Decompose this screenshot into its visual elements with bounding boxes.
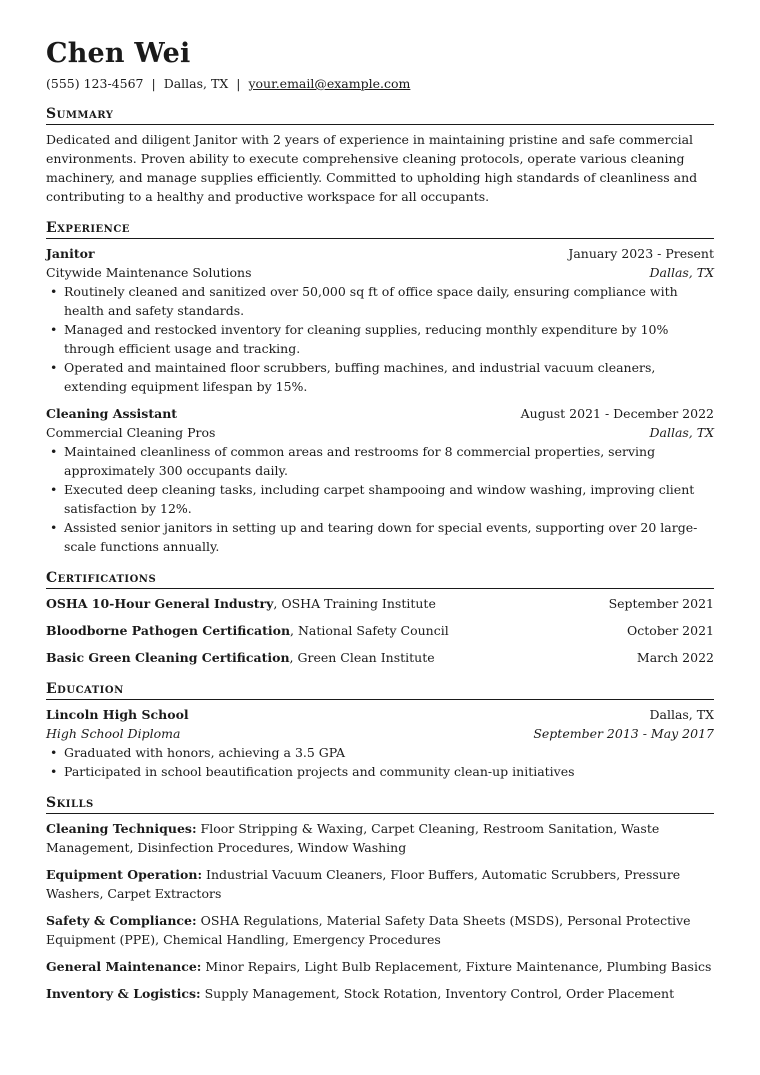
skill-item xyxy=(46,865,714,903)
job-entry xyxy=(46,244,714,396)
section-title-skills: Skills xyxy=(46,794,714,814)
section-title-certifications: Certifications xyxy=(46,569,714,589)
summary-section xyxy=(46,130,714,206)
skill-text: OSHA Regulations, Material Safety Data Sheets (MSDS), Personal Protective Equipment (PPE), Chemical Handling, Emergency Procedures xyxy=(46,913,691,947)
candidate-name: Chen Wei xyxy=(46,38,191,69)
job-location: Dallas, TX xyxy=(649,265,714,280)
job-location: Dallas, TX xyxy=(649,425,714,440)
skills-section xyxy=(46,819,714,1003)
education-section xyxy=(46,705,714,781)
contact-separator: | xyxy=(236,76,241,91)
job-company: Commercial Cleaning Pros xyxy=(46,425,216,440)
list-item: • Maintained cleanliness of common areas and restrooms for 8 commercial properties, serving approximately 300 occupants daily. xyxy=(46,442,714,480)
resume-page xyxy=(46,38,714,1003)
summary-text: Dedicated and diligent Janitor with 2 years of experience in maintaining pristine and safe commercial environments. Proven ability to execute comprehensive cleaning protocols, operate various cleaning machinery, and manage supplies efficiently. Committed to upholding high standards of cleanliness and contributing to a healthy and productive workspace for all occupants. xyxy=(46,132,698,204)
certification-item xyxy=(46,621,714,640)
list-item: • Assisted senior janitors in setting up and tearing down for special events, supporting over 20 large-scale functions annually. xyxy=(46,518,714,556)
education-dates: September 2013 - May 2017 xyxy=(533,726,714,741)
job-company: Citywide Maintenance Solutions xyxy=(46,265,252,280)
skill-label: Equipment Operation: xyxy=(46,867,203,882)
list-item: • Graduated with honors, achieving a 3.5 GPA xyxy=(46,743,714,762)
skill-item xyxy=(46,819,714,857)
skill-label: Cleaning Techniques: xyxy=(46,821,197,836)
job-entry xyxy=(46,404,714,556)
certification-item xyxy=(46,648,714,667)
skill-label: Safety & Compliance: xyxy=(46,913,197,928)
certification-name: OSHA 10-Hour General Industry xyxy=(46,596,274,611)
certification-date: March 2022 xyxy=(636,650,714,665)
job-dates: August 2021 - December 2022 xyxy=(520,406,714,421)
skill-item xyxy=(46,957,714,976)
list-item: • Managed and restocked inventory for cleaning supplies, reducing monthly expenditure by 10% through efficient usage and tracking. xyxy=(46,320,714,358)
skill-label: General Maintenance: xyxy=(46,959,202,974)
certification-date: September 2021 xyxy=(608,596,714,611)
certification-name: Bloodborne Pathogen Certification xyxy=(46,623,291,638)
contact-separator: | xyxy=(151,76,156,91)
list-item: • Routinely cleaned and sanitized over 50,000 sq ft of office space daily, ensuring compliance with health and safety standards. xyxy=(46,282,714,320)
skill-text: Industrial Vacuum Cleaners, Floor Buffers, Automatic Scrubbers, Pressure Washers, Carpet Extractors xyxy=(46,867,681,901)
certification-issuer: , National Safety Council xyxy=(290,623,449,638)
school-location: Dallas, TX xyxy=(649,707,714,722)
school-name: Lincoln High School xyxy=(46,707,189,722)
phone-number: (555) 123-4567 xyxy=(46,76,144,91)
certification-item xyxy=(46,594,714,613)
email-link[interactable]: your.email@example.com xyxy=(248,76,411,91)
list-item: • Operated and maintained floor scrubbers, buffing machines, and industrial vacuum cleaners, extending equipment lifespan by 15%. xyxy=(46,358,714,396)
certifications-section xyxy=(46,594,714,667)
skill-text: Supply Management, Stock Rotation, Inventory Control, Order Placement xyxy=(200,986,675,1001)
skill-label: Inventory & Logistics: xyxy=(46,986,201,1001)
list-item: • Participated in school beautification projects and community clean-up initiatives xyxy=(46,762,714,781)
skill-text: Minor Repairs, Light Bulb Replacement, Fixture Maintenance, Plumbing Basics xyxy=(201,959,712,974)
certification-issuer: , Green Clean Institute xyxy=(289,650,435,665)
skill-text: Floor Stripping & Waxing, Carpet Cleaning, Restroom Sanitation, Waste Management, Disinfection Procedures, Window Washing xyxy=(46,821,660,855)
section-title-summary: Summary xyxy=(46,105,714,125)
contact-line xyxy=(46,76,714,92)
certification-issuer: , OSHA Training Institute xyxy=(273,596,436,611)
certification-date: October 2021 xyxy=(627,623,714,638)
skill-item xyxy=(46,911,714,949)
job-bullets xyxy=(46,282,714,396)
section-title-experience: Experience xyxy=(46,219,714,239)
education-bullets xyxy=(46,743,714,781)
job-role: Cleaning Assistant xyxy=(46,406,178,421)
location: Dallas, TX xyxy=(163,76,229,91)
skill-item xyxy=(46,984,714,1003)
certification-name: Basic Green Cleaning Certification xyxy=(46,650,290,665)
job-bullets xyxy=(46,442,714,556)
section-title-education: Education xyxy=(46,680,714,700)
job-dates: January 2023 - Present xyxy=(568,246,714,261)
job-role: Janitor xyxy=(46,246,95,261)
degree: High School Diploma xyxy=(46,726,181,741)
list-item: • Executed deep cleaning tasks, including carpet shampooing and window washing, improving client satisfaction by 12%. xyxy=(46,480,714,518)
experience-section xyxy=(46,244,714,556)
